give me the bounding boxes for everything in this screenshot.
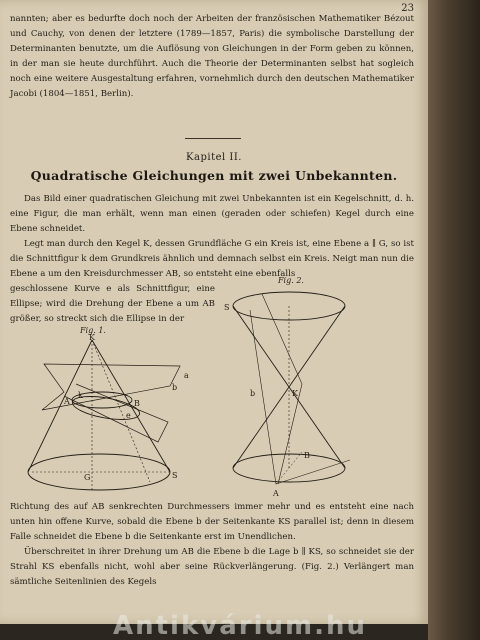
label-S: S	[172, 471, 178, 480]
paragraph-2: Legt man durch den Kegel K, dessen Grundfläche G ein Kreis ist, eine Ebene a ∥ G, so ist die Schnittfigur k dem Grundkreis ähnlich und demnach selbst ein Kreis. Neigt man nun die Ebene a um den Kreisdurchmesser AB, so entsteht eine ebenfalls	[10, 239, 414, 280]
chapter-title: Quadratische Gleichungen mit zwei Unbekannten.	[30, 168, 398, 183]
body-text-top	[10, 192, 414, 283]
page-number: 23	[401, 3, 414, 14]
label-S: S	[224, 303, 230, 312]
label-A: A	[64, 397, 70, 406]
label-a: a	[184, 371, 189, 380]
chapter-label: Kapitel II.	[186, 152, 242, 163]
label-b: b	[250, 389, 256, 398]
label-K: K	[89, 334, 95, 342]
body-text-bottom	[10, 500, 414, 591]
paragraph-2-continued: geschlossene Kurve e als Schnittfigur, eine Ellipse; wird die Drehung der Ebene a um AB größer, so streckt sich die Ellipse in der	[10, 284, 215, 325]
figure-1-cone	[20, 334, 210, 494]
figure-2-caption: Fig. 2.	[278, 276, 304, 285]
watermark: Antikvárium.hu	[113, 612, 367, 640]
label-A: A	[273, 489, 279, 498]
figure-2-double-cone	[222, 284, 362, 500]
book-spine	[428, 0, 480, 640]
figure-1-caption: Fig. 1.	[80, 326, 106, 335]
paragraph-3: Richtung des auf AB senkrechten Durchmessers immer mehr und es entsteht eine nach unten hin offene Kurve, sobald die Ebene b der Seitenkante KS parallel ist; denn in diesem Falle schneidet die Ebene b die Seitenkante erst im Unendlichen.	[10, 502, 414, 543]
label-B: B	[134, 399, 140, 408]
section-divider	[185, 138, 241, 139]
paragraph-2-wrap	[10, 282, 215, 327]
label-k: k	[78, 391, 83, 400]
intro-text: nannten; aber es bedurfte doch noch der Arbeiten der französischen Mathematiker Bézout und Cauchy, von denen der letztere (1789—1857, Paris) die symbolische Darstellung der Determinanten benutzte, um die Auflösung von Gleichungen in der Form geben zu können, in der man sie heute durchführt. Auch die Theorie der Determinanten selbst hat sogleich noch eine weitere Ausgestaltung erfahren, vornehmlich durch den deutschen Mathematiker Jacobi (1804—1851, Berlin).	[10, 14, 414, 100]
paragraph-4: Überschreitet in ihrer Drehung um AB die Ebene b die Lage b ∥ KS, so schneidet sie der Strahl KS ebenfalls nicht, wohl aber seine Rückverlängerung. (Fig. 2.) Verlängert man sämtliche Seitenlinien des Kegels	[10, 547, 414, 588]
label-K: K	[292, 389, 298, 398]
label-e: e	[126, 411, 131, 420]
label-b: b	[172, 383, 178, 392]
label-B: B	[304, 451, 310, 460]
paragraph-1: Das Bild einer quadratischen Gleichung mit zwei Unbekannten ist ein Kegelschnitt, d. h. eine Figur, die man erhält, wenn man einen (geraden oder schiefen) Kegel durch eine Ebene schneidet.	[10, 194, 414, 235]
intro-paragraph	[10, 12, 414, 103]
label-G: G	[84, 473, 91, 482]
